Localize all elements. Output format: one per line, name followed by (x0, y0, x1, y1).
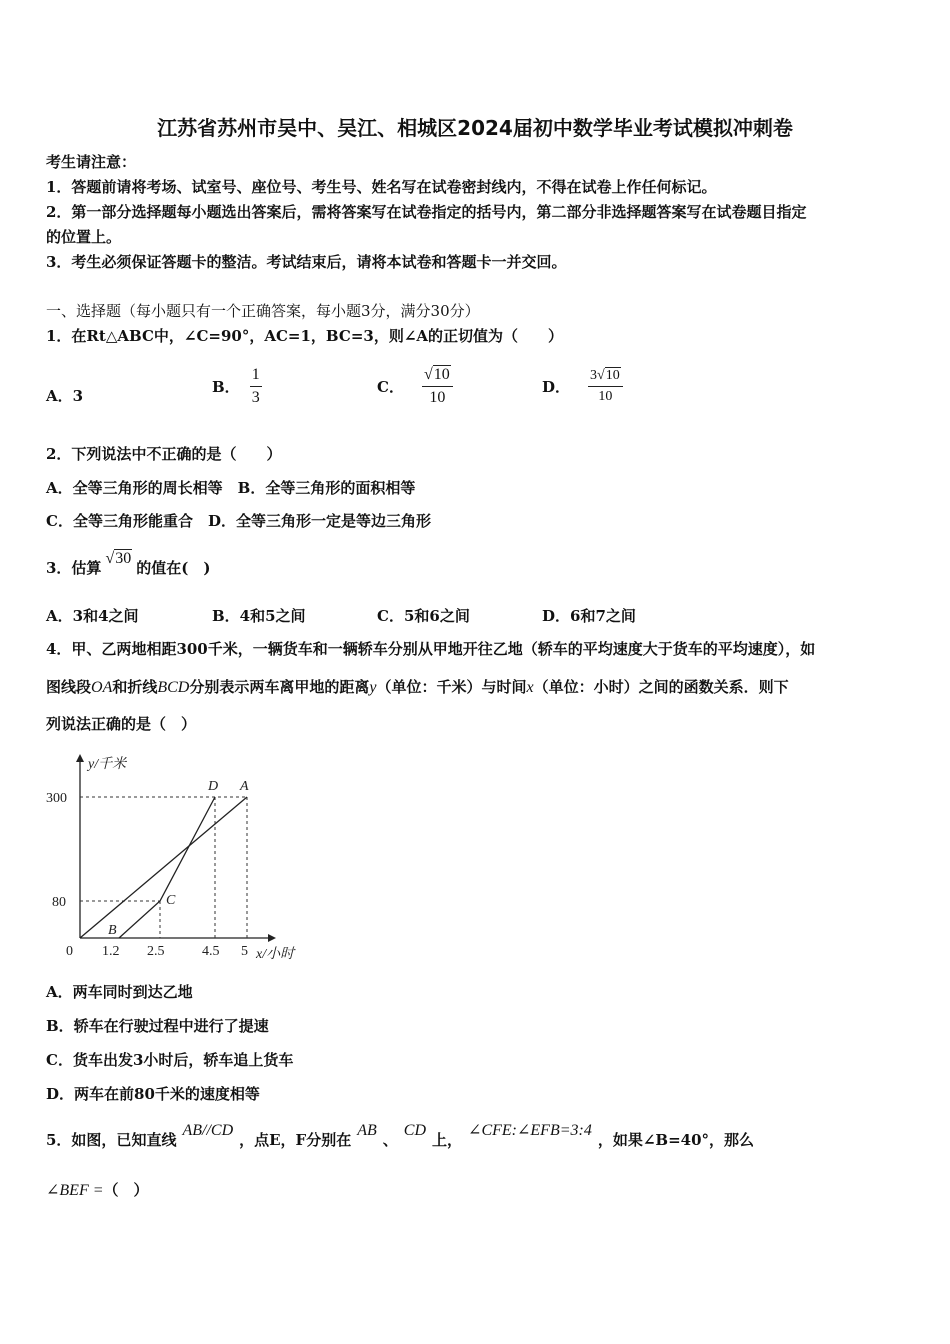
q1-option-d (542, 368, 623, 405)
polyline-bcd (119, 797, 215, 938)
x-tick-4-5: 4.5 (202, 944, 220, 959)
section-heading: 一、选择题（每小题只有一个正确答案，每小题3分，满分30分） (46, 302, 480, 320)
q1-option-d-fraction (588, 368, 623, 405)
q4-stem-line-2 (46, 677, 789, 698)
q4-option-c: C．货车出发3小时后，轿车追上货车 (46, 1051, 294, 1069)
q5-line-ab: AB (357, 1122, 377, 1139)
q3-option-d: D．6和7之间 (542, 607, 636, 625)
q5-text: 、 (382, 1131, 398, 1149)
exam-title: 江苏省苏州市吴中、吴江、相城区2024届初中数学毕业考试模拟冲刺卷 (157, 116, 793, 140)
q1-option-c-fraction (422, 366, 453, 407)
q3-stem-pre: 3．估算 (46, 559, 102, 577)
q2-stem: 2．下列说法中不正确的是（ ） (46, 445, 282, 463)
q1-b-numerator: 1 (250, 366, 262, 387)
q1-d-denominator: 10 (598, 389, 613, 404)
q4-option-b: B．轿车在行驶过程中进行了提速 (46, 1017, 269, 1035)
q1-option-b-fraction (250, 366, 262, 407)
segment-oa (80, 797, 247, 938)
q4-text: （单位：千米）与时间 (376, 678, 527, 696)
x-tick-5: 5 (241, 944, 248, 959)
q2-options-ab: A．全等三角形的周长相等 B．全等三角形的面积相等 (46, 479, 416, 497)
sqrt-symbol: √10 (597, 368, 620, 383)
q4-var-y: y (369, 679, 377, 696)
q1-option-b (212, 366, 262, 407)
y-axis-label: y/千米 (88, 757, 127, 772)
q1-b-denominator: 3 (251, 389, 260, 406)
q1-option-c (377, 366, 453, 407)
q1-option-c-label: C． (377, 378, 404, 396)
notice-item-3: 3．考生必须保证答题卡的整洁。考试结束后，请将本试卷和答题卡一并交回。 (46, 253, 567, 271)
q5-text: ，点E，F分别在 (239, 1131, 352, 1149)
q4-distance-time-graph (40, 748, 310, 966)
q4-option-d: D．两车在前80千米的速度相等 (46, 1085, 260, 1103)
q3-stem-post: 的值在( ) (136, 559, 211, 577)
point-c-label: C (166, 893, 176, 908)
q1-c-denominator: 10 (429, 389, 446, 406)
q2-options-cd: C．全等三角形能重合 D．全等三角形一定是等边三角形 (46, 512, 431, 530)
q1-d-radicand: 10 (605, 368, 620, 383)
point-d-label: D (208, 779, 219, 794)
q1-d-numerator (588, 368, 623, 387)
q3-stem (46, 550, 211, 579)
notice-item-2: 2．第一部分选择题每小题选出答案后，需将答案写在试卷指定的括号内，第二部分非选择题答案写在试卷题目指定 (46, 203, 807, 221)
q3-radicand: 30 (115, 550, 132, 567)
q4-segment-oa: OA (91, 679, 113, 696)
x-axis-label: x/小时 (256, 947, 295, 962)
q3-option-b: B．4和5之间 (212, 607, 306, 625)
y-tick-300: 300 (46, 791, 67, 806)
q4-text: （单位：小时）之间的函数关系．则下 (533, 678, 789, 696)
x-axis-arrow (268, 934, 276, 942)
q1-stem: 1．在Rt△ABC中，∠C=90°，AC=1，BC=3，则∠A的正切值为（ ） (46, 327, 564, 345)
q5-angle-bef: ∠BEF = (46, 1182, 104, 1199)
q4-var-x: x (526, 679, 534, 696)
notice-item-1: 1．答题前请将考场、试室号、座位号、考生号、姓名写在试卷密封线内，不得在试卷上作任何标记。 (46, 178, 717, 196)
q1-option-b-label: B． (212, 378, 240, 396)
y-tick-80: 80 (52, 895, 66, 910)
q5-line-cd: CD (403, 1122, 427, 1139)
q5-text: 上， (432, 1131, 463, 1149)
q4-text: 图线段 (46, 678, 92, 696)
q4-stem-line-3: 列说法正确的是（ ） (46, 715, 197, 733)
q5-text: 5．如图，已知直线 (46, 1131, 177, 1149)
q3-option-c: C．5和6之间 (377, 607, 470, 625)
q4-polyline-bcd: BCD (157, 679, 190, 696)
q5-parallel-lines: AB//CD (182, 1122, 234, 1139)
q4-text: 分别表示两车离甲地的距离 (189, 678, 370, 696)
x-tick-2-5: 2.5 (147, 944, 165, 959)
q4-stem-line-1: 4．甲、乙两地相距300千米，一辆货车和一辆轿车分别从甲地开往乙地（轿车的平均速度大于货车的平均速度），如 (46, 640, 816, 658)
notice-heading: 考生请注意： (46, 153, 137, 171)
sqrt-symbol: √30 (105, 550, 132, 567)
point-a-label: A (240, 779, 249, 794)
q5-answer-blank: （ ） (103, 1181, 149, 1199)
q1-c-radicand: 10 (433, 366, 450, 383)
q1-option-d-label: D． (542, 378, 571, 396)
q4-option-a: A．两车同时到达乙地 (46, 983, 193, 1001)
q5-text: ，如果∠B=40°，那么 (597, 1131, 755, 1149)
y-axis-arrow (76, 754, 84, 762)
sqrt-symbol: √10 (423, 366, 450, 383)
q5-question (46, 1180, 149, 1201)
q5-angle-ratio: ∠CFE:∠EFB=3:4 (468, 1122, 592, 1139)
q1-d-coefficient: 3 (590, 368, 598, 383)
q1-option-a: A．3 (46, 387, 84, 405)
q3-sqrt (105, 550, 132, 567)
origin-label: 0 (66, 944, 73, 959)
q3-option-a: A．3和4之间 (46, 607, 139, 625)
notice-item-2-cont: 的位置上。 (46, 228, 122, 246)
x-tick-1-2: 1.2 (102, 944, 120, 959)
q4-text: 和折线 (112, 678, 158, 696)
q5-stem (46, 1122, 755, 1151)
point-b-label: B (108, 923, 117, 938)
q1-c-numerator (422, 366, 453, 387)
